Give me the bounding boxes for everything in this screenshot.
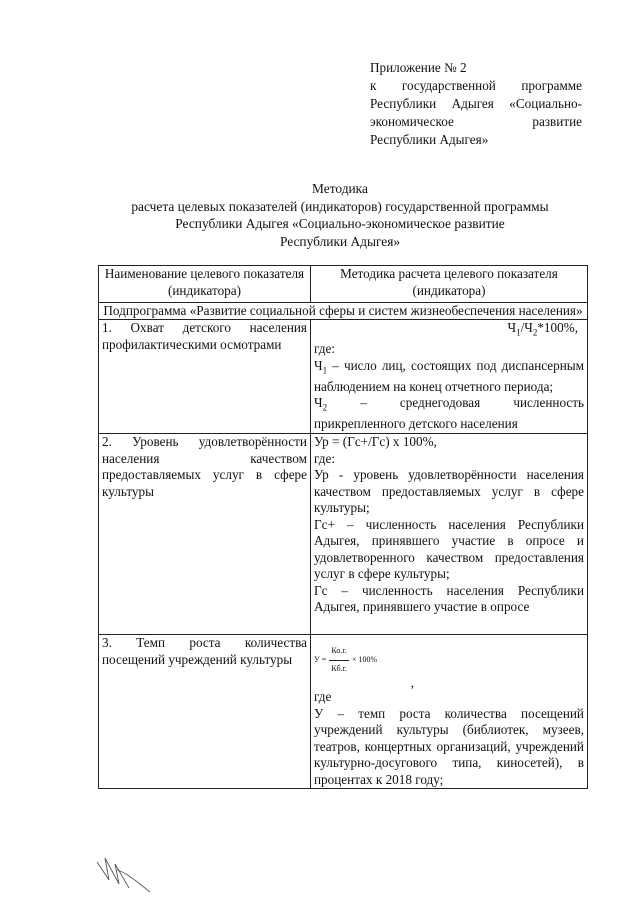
appendix-line: Республики Адыгея «Социально- [370,96,582,111]
header-cell-name: Наименование целевого показателя (индикатора) [99,266,311,303]
where-label: где [314,689,332,704]
header-cell-method: Методика расчета целевого показателя (индикатора) [311,266,588,303]
definition: $Ч_1$ – число лиц, состоящих под диспансерным наблюдением на конец отчетного периода; [314,357,584,394]
definition: У – темп роста количества посещений учреждений культуры (библиотек, музеев, театров, концертных организаций, учреждений культурно-досугового типа, киносетей), в процентах к 2018 году; [314,705,584,787]
indicator-name: 3. Темп роста количества посещений учреждений культуры [99,635,311,789]
appendix-line: Приложение № 2 [370,60,467,75]
where-label: где: [314,450,335,466]
appendix-line: к государственной программе [370,78,582,93]
formula: Ур = (Гс+/Гс) х 100%, [314,434,437,449]
indicator-name: 1. Охват детского населения профилактическими осмотрами [99,320,311,434]
indicator-name: 2. Уровень удовлетворённости населения качеством предоставляемых услуг в сфере культуры [99,434,311,635]
formula: $Ч_1/Ч_2*100\%$, [507,320,578,338]
definition: Гс+ – численность населения Республики Адыгея, принявшего участие в опросе и удовлетворенного качеством предоставления услуг в сфере культуры; [314,516,584,581]
definition: Ур - уровень удовлетворённости населения качеством предоставляемых услуг в сфере культуры; [314,467,584,515]
table-row [99,320,588,434]
subprogram-title: Подпрограмма «Развитие социальной сферы и систем жизнеобеспечения населения» [99,303,588,320]
formula: У = $\frac{Ко.г.}{Кб.г.}$ × 100% [314,635,584,677]
title-line: Республики Адыгея» [279,233,401,249]
table-row [99,635,588,789]
appendix-block [370,59,582,149]
table-header-row [99,266,588,303]
subprogram-row [99,303,588,320]
indicator-method [311,320,588,434]
appendix-line: экономическое развитие [370,114,582,129]
indicator-method [311,434,588,635]
definition: $Ч_2$ – среднегодовая численность прикрепленного детского населения [314,395,584,432]
definition: Гс – численность населения Республики Адыгея, принявшего участие в опросе [314,582,584,614]
handwritten-signature-mark [95,850,165,895]
indicator-method [311,635,588,789]
where-label: где: [314,341,335,357]
appendix-line: Республики Адыгея» [370,132,489,147]
title-line: Методика [312,181,368,196]
document-title [96,180,584,250]
indicators-table [98,265,588,789]
table-row [99,434,588,635]
formula-comma: , [410,675,414,690]
title-line: Республики Адыгея «Социально-экономическое развитие [175,216,505,231]
title-line: расчета целевых показателей (индикаторов) государственной программы [131,198,549,214]
